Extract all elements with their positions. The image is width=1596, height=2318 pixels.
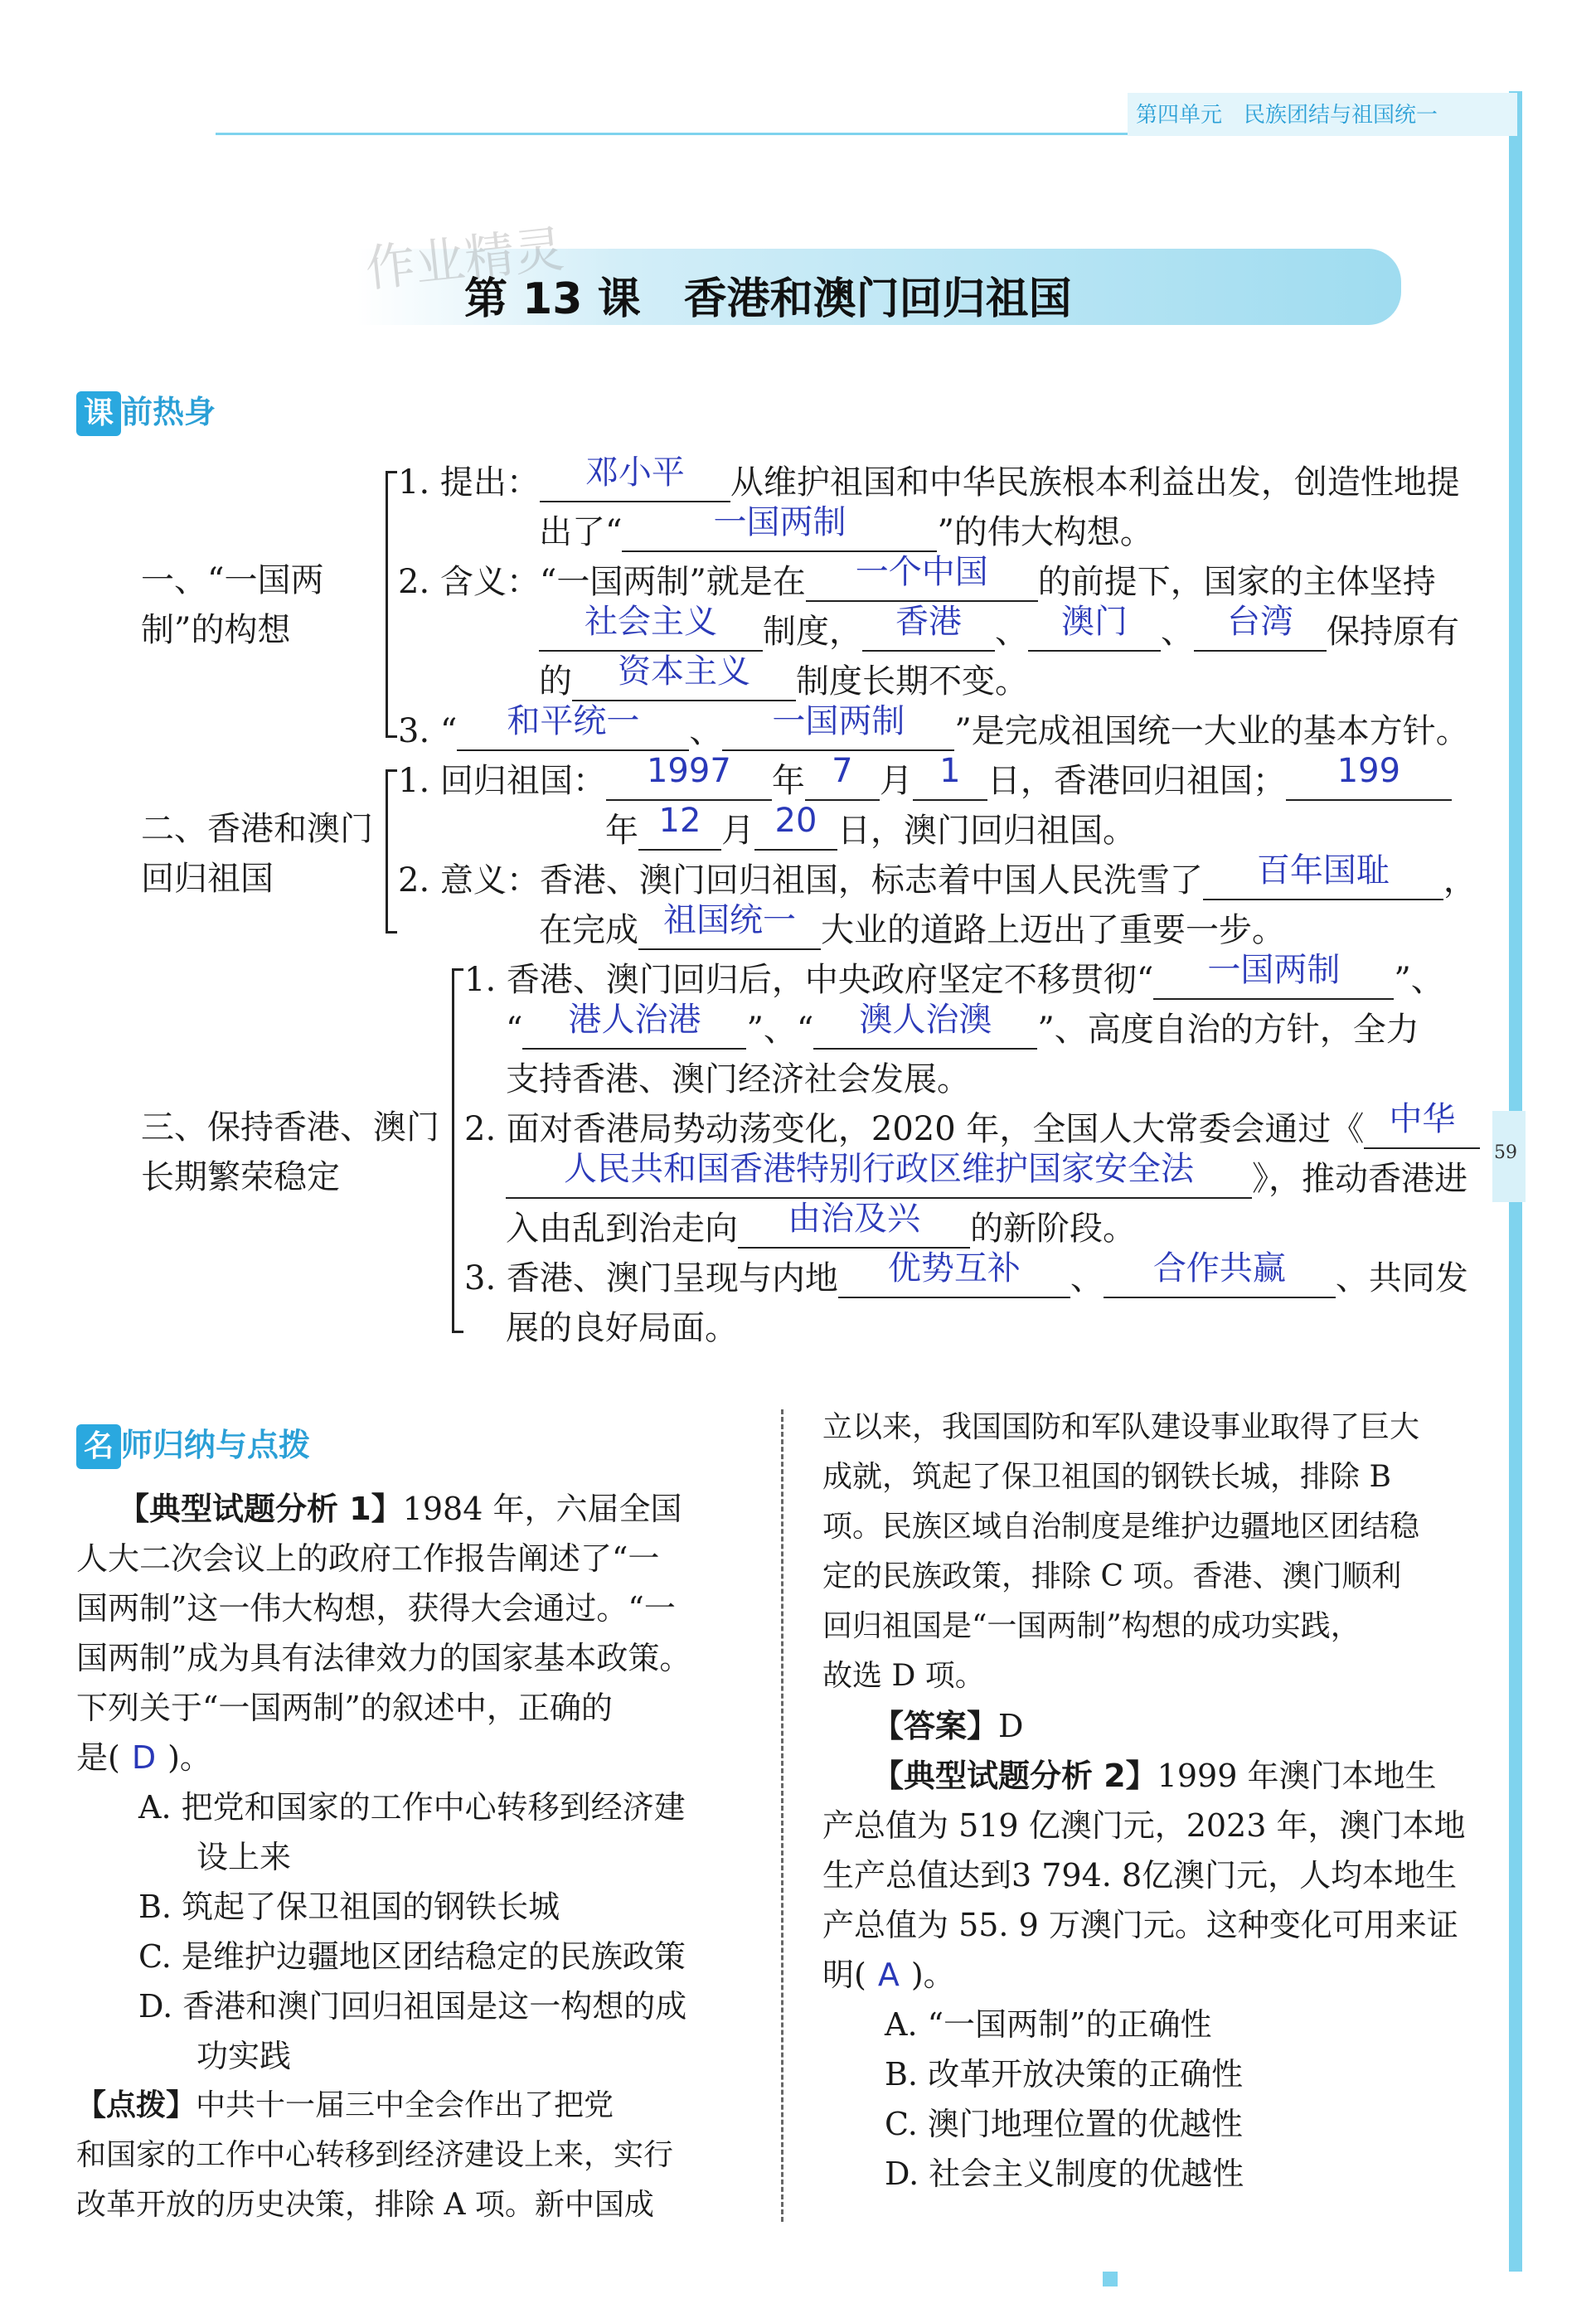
q1-option-a: A. 把党和国家的工作中心转移到经济建 xyxy=(138,1789,686,1826)
q2-option-d: D. 社会主义制度的优越性 xyxy=(885,2156,1244,2192)
s1-line1b: 出了“ 一国两制 ”的伟大构想。 xyxy=(539,503,1153,551)
section-icon: 名 xyxy=(76,1424,121,1469)
q1-option-d: D. 香港和澳门回归祖国是这一构想的成 xyxy=(138,1988,687,2025)
answer-label: 【答案】 xyxy=(872,1708,999,1744)
column-divider xyxy=(781,1409,783,2222)
part2-bracket xyxy=(386,769,388,934)
s2-line2b: 在完成 祖国统一 大业的道路上迈出了重要一步。 xyxy=(539,901,1285,949)
s3-line3b: 展的良好局面。 xyxy=(506,1309,738,1347)
q1-answer: D xyxy=(131,1739,157,1776)
page-number: 59 xyxy=(1494,1142,1517,1163)
answer-deng: 邓小平 xyxy=(585,453,685,492)
left-column: 【典型试题分析 1】1984 年，六届全国 人大二次会议上的政府工作报告阐述了“一 国两制”这一伟大构想，获得大会通过。“一 国两制”成为具有法律效力的国家基本政策。 下列关于“一国两制”的叙述中，正确的 是( D )。 A. 把党和国家的工作中心转移到经济建 设上来 B. 筑起了保卫祖国的钢铁长城 C. 是维护边疆地区团结稳定的民族政策 D. 香港和澳门回归祖国是这一构想的成 功实践 【点拨】中共十一届三中全会作出了把党 和国家的工作中心转移到经济建设上来，实行 改革开放的历史决策，排除 A 项。新中国成 xyxy=(76,1484,756,2230)
section-header-summary xyxy=(76,1419,310,1469)
s3-line2c: 入由乱到治走向 由治及兴 的新阶段。 xyxy=(506,1200,1136,1248)
s3-line1c: 支持香港、澳门经济社会发展。 xyxy=(506,1060,970,1098)
s3-line3: 3. 香港、澳门呈现与内地 优势互补 、 合作共赢 、共同发 xyxy=(464,1249,1468,1297)
unit-header: 第四单元 民族团结与祖国统一 xyxy=(1136,103,1438,128)
section-icon: 课 xyxy=(76,391,121,436)
s1-line3: 3. “ 和平统一 、 一国两制 ”是完成祖国统一大业的基本方针。 xyxy=(398,702,1469,750)
q2-label: 【典型试题分析 2】 xyxy=(872,1758,1157,1794)
s3-line2b: 人民共和国香港特别行政区维护国家安全法 》，推动香港进 xyxy=(506,1154,1467,1204)
section-title: 师归纳与点拨 xyxy=(121,1427,311,1463)
answer-value: D xyxy=(998,1708,1024,1744)
section-title: 前热身 xyxy=(121,394,216,430)
lesson-title: 第 13 课 香港和澳门回归祖国 xyxy=(464,274,1072,324)
q2-option-b: B. 改革开放决策的正确性 xyxy=(885,2056,1244,2093)
right-column: 立以来，我国国防和军队建设事业取得了巨大 成就，筑起了保卫祖国的钢铁长城，排除 B 项。民族区域自治制度是维护边疆地区团结稳 定的民族政策，排除 C 项。香港、澳门顺利 回归祖国是“一国两制”构想的成功实践， 故选 D 项。 【答案】D 【典型试题分析 2】1999 年澳门本地生 产总值为 519 亿澳门元，2023 年，澳门本地 生产总值达到3 794. 8亿澳门元，人均本地生 产总值为 55. 9 万澳门元。这种变化可用来证 明( A )。 A. “一国两制”的正确性 B. 改革开放决策的正确性 C. 澳门地理位置的优越性 D. 社会主义制度的优越性 xyxy=(822,1403,1494,2199)
part3-label: 三、保持香港、澳门长期繁荣稳定 xyxy=(141,1108,439,1196)
section-header-warmup xyxy=(76,386,216,436)
q2-option-a: A. “一国两制”的正确性 xyxy=(885,2006,1212,2043)
part1-label: 一、“一国两制”的构想 xyxy=(141,561,324,649)
part1-bracket xyxy=(386,471,388,738)
s1-line2: 2. 含义：“一国两制”就是在 一个中国 的前提下，国家的主体坚持 xyxy=(398,553,1436,601)
part2-label: 二、香港和澳门回归祖国 xyxy=(141,810,373,898)
q2-option-c: C. 澳门地理位置的优越性 xyxy=(885,2106,1243,2142)
q1-option-b: B. 筑起了保卫祖国的钢铁长城 xyxy=(138,1889,560,1925)
s2-line2: 2. 意义：香港、澳门回归祖国，标志着中国人民洗雪了 百年国耻 ， xyxy=(398,851,1477,900)
s3-line1: 1. 香港、澳门回归后，中央政府坚定不移贯彻“ 一国两制 ”、 xyxy=(464,951,1444,999)
s2-line1b: 年 12 月 20 日，澳门回归祖国。 xyxy=(605,802,1136,850)
q2-answer: A xyxy=(877,1957,900,1993)
tip-label: 【点拨】 xyxy=(76,2088,196,2122)
s3-line1b: “ 港人治港 ”、“ 澳人治澳 ”、高度自治的方针，全力 xyxy=(506,1001,1419,1049)
s1-line1: 1. 提出： 邓小平 从维护祖国和中华民族根本利益出发，创造性地提 xyxy=(398,453,1460,502)
watermark: 作业精灵 xyxy=(362,220,567,299)
s2-line1: 1. 回归祖国： 1997 年 7 月 1 日，香港回归祖国； 199 xyxy=(398,756,1452,806)
q1-label: 【典型试题分析 1】 xyxy=(118,1491,403,1527)
s3-line2: 2. 面对香港局势动荡变化，2020 年，全国人大常委会通过《 中华 xyxy=(464,1104,1480,1154)
footer-mark xyxy=(1103,2272,1118,2286)
s1-line2b: 社会主义 制度， 香港 、 澳门 、 台湾 保持原有 xyxy=(539,607,1459,657)
s1-line2c: 的 资本主义 制度长期不变。 xyxy=(539,652,1028,701)
part3-bracket xyxy=(452,968,454,1333)
q1-option-c: C. 是维护边疆地区团结稳定的民族政策 xyxy=(138,1938,686,1975)
